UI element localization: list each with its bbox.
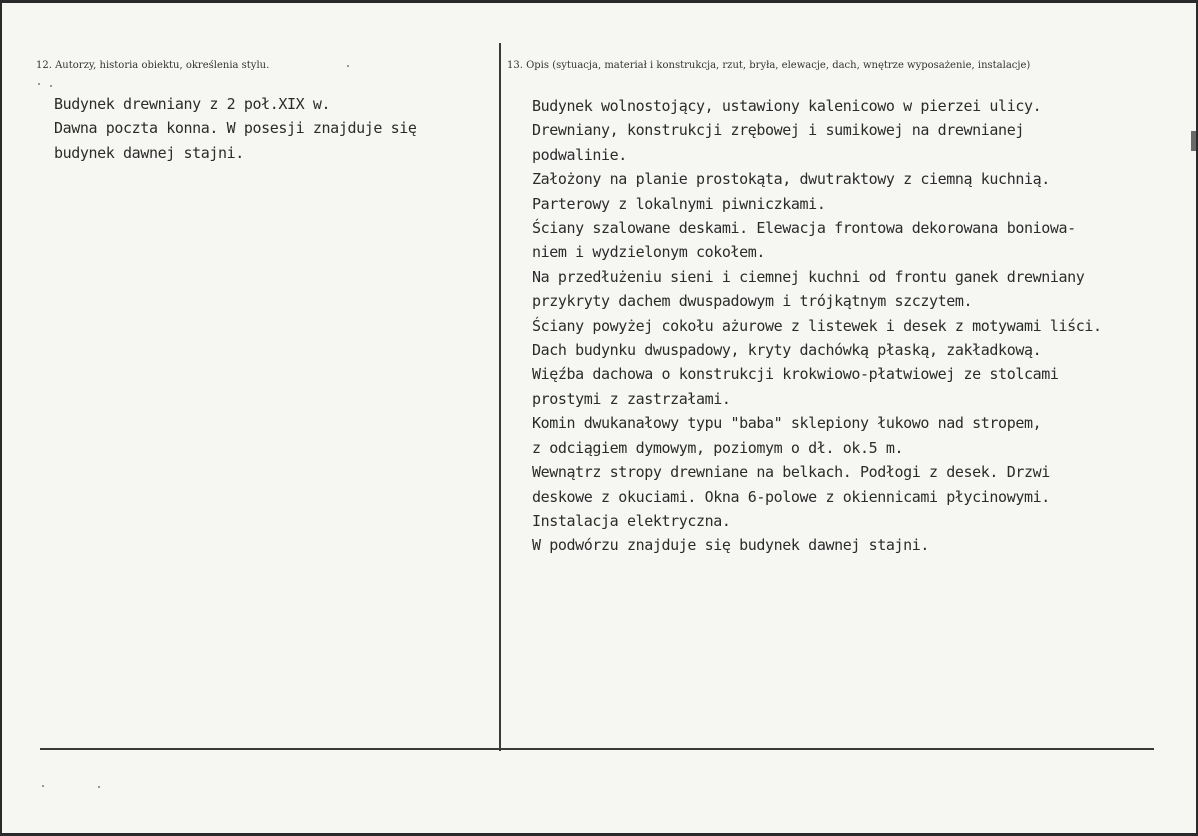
edge-mark	[1191, 131, 1196, 151]
description-line: Na przedłużeniu sieni i ciemnej kuchni od frontu ganek drewniany	[532, 267, 1085, 286]
description-line: Założony na planie prostokąta, dwutraktowy z ciemną kuchnią.	[532, 170, 1050, 189]
description-line: Ściany powyżej cokołu ażurowe z listewek i desek z motywami liści.	[532, 316, 1102, 335]
column-divider	[499, 43, 501, 751]
description-line: deskowe z okuciami. Okna 6-polowe z okiennicami płycinowymi.	[532, 487, 1050, 506]
history-text	[54, 92, 417, 165]
description-line: podwalinie.	[532, 145, 627, 164]
history-line: budynek dawnej stajni.	[54, 143, 244, 162]
description-line: Dach budynku dwuspadowy, kryty dachówką płaską, zakładkową.	[532, 341, 1042, 360]
description-line: Budynek wolnostojący, ustawiony kalenicowo w pierzei ulicy.	[532, 97, 1042, 115]
description-line: Wewnątrz stropy drewniane na belkach. Podłogi z desek. Drzwi	[532, 463, 1050, 482]
ink-speck	[42, 785, 44, 787]
description-line: Instalacja elektryczna.	[532, 511, 731, 530]
description-line: Parterowy z lokalnymi piwniczkami.	[532, 194, 826, 213]
section-12-label: 12. Autorzy, historia obiektu, określenia stylu.	[36, 60, 270, 71]
description-line: przykryty dachem dwuspadowym i trójkątnym szczytem.	[532, 292, 973, 311]
description-line: niem i wydzielonym cokołem.	[532, 243, 766, 262]
description-line: prostymi z zastrzałami.	[532, 389, 731, 408]
bottom-rule	[40, 748, 1154, 750]
section-13-label: 13. Opis (sytuacja, materiał i konstrukcja, rzut, bryła, elewacje, dach, wnętrze wyposażenie, instalacje)	[507, 60, 1031, 71]
record-card	[2, 3, 1196, 833]
description-line: Więźba dachowa o konstrukcji krokwiowo-płatwiowej ze stolcami	[532, 365, 1059, 384]
description-line: Drewniany, konstrukcji zrębowej i sumikowej na drewnianej	[532, 121, 1024, 140]
ink-speck	[347, 65, 349, 67]
history-line: Budynek drewniany z 2 poł.XIX w.	[54, 95, 331, 113]
description-line: z odciągiem dymowym, poziomym o dł. ok.5 m.	[532, 438, 904, 457]
history-line: Dawna poczta konna. W posesji znajduje się	[54, 119, 417, 138]
ink-speck	[50, 85, 52, 87]
description-line: Komin dwukanałowy typu "baba" sklepiony łukowo nad stropem,	[532, 414, 1042, 433]
description-text	[532, 94, 1102, 558]
ink-speck	[38, 83, 40, 85]
description-line: Ściany szalowane deskami. Elewacja frontowa dekorowana boniowa-	[532, 219, 1076, 238]
ink-speck	[98, 786, 100, 788]
description-line: W podwórzu znajduje się budynek dawnej stajni.	[532, 536, 930, 555]
